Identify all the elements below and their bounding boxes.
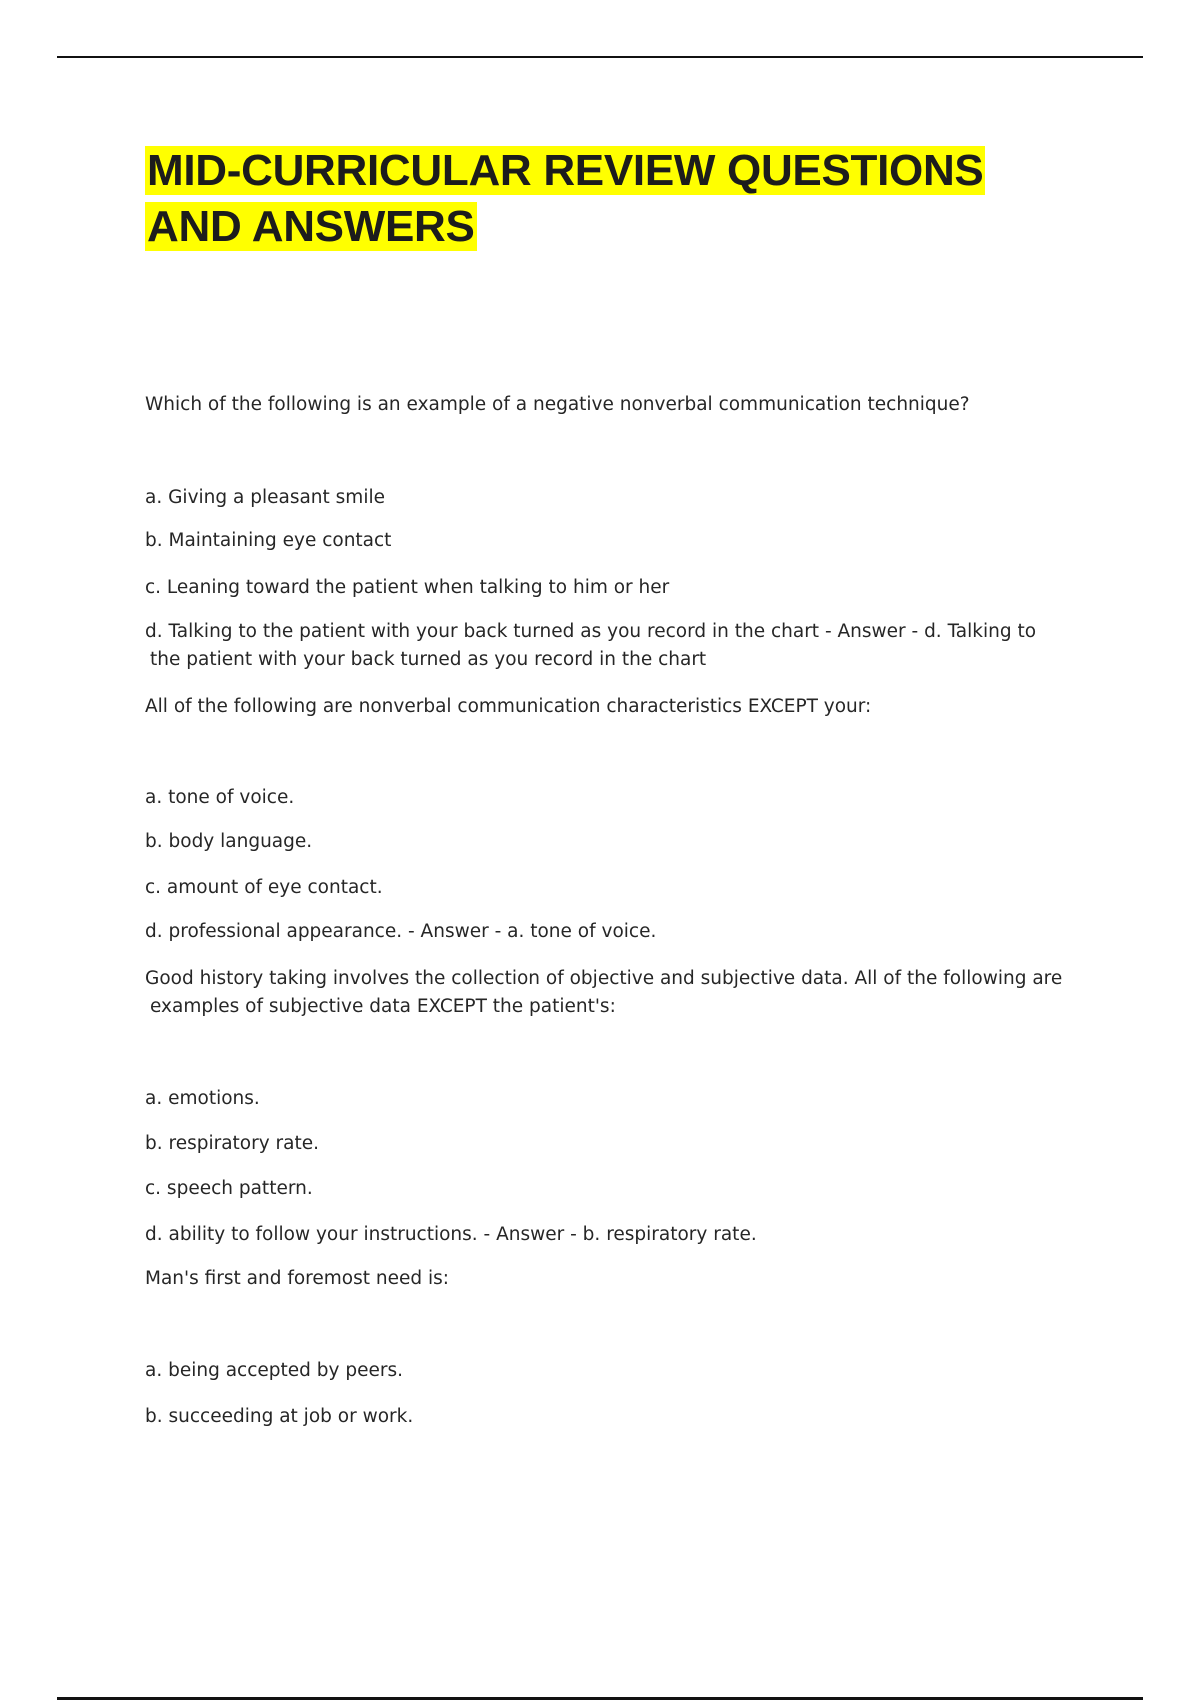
question-2-text: All of the following are nonverbal communication characteristics EXCEPT your: — [145, 696, 872, 717]
question-1-option-d-line1: d. Talking to the patient with your back turned as you record in the chart - Answer - d. Talking to — [145, 621, 1037, 642]
question-2-option-d: d. professional appearance. - Answer - a. tone of voice. — [145, 921, 657, 942]
question-1-option-d-line2: the patient with your back turned as you record in the chart — [150, 649, 707, 670]
question-3-option-a: a. emotions. — [145, 1088, 260, 1109]
question-4-option-a: a. being accepted by peers. — [145, 1360, 403, 1381]
question-4-option-b: b. succeeding at job or work. — [145, 1406, 414, 1427]
question-4-text: Man's first and foremost need is: — [145, 1268, 449, 1289]
question-1-option-c: c. Leaning toward the patient when talking to him or her — [145, 577, 670, 598]
question-1-option-a: a. Giving a pleasant smile — [145, 487, 385, 508]
document-title — [145, 143, 1085, 255]
question-3-option-c: c. speech pattern. — [145, 1178, 313, 1199]
question-2-option-a: a. tone of voice. — [145, 787, 295, 808]
question-3-text-line2: examples of subjective data EXCEPT the patient's: — [150, 996, 616, 1017]
question-2-option-c: c. amount of eye contact. — [145, 877, 383, 898]
question-3-option-b: b. respiratory rate. — [145, 1133, 320, 1154]
question-3-text-line1: Good history taking involves the collection of objective and subjective data. All of the following are — [145, 968, 1063, 989]
question-1-option-b: b. Maintaining eye contact — [145, 530, 392, 551]
question-1-text: Which of the following is an example of a negative nonverbal communication technique? — [145, 394, 970, 415]
header-rule — [57, 56, 1143, 58]
question-3-option-d: d. ability to follow your instructions. - Answer - b. respiratory rate. — [145, 1224, 757, 1245]
question-2-option-b: b. body language. — [145, 831, 313, 852]
title-highlight: MID-CURRICULAR REVIEW QUESTIONS AND ANSWERS — [147, 146, 984, 251]
